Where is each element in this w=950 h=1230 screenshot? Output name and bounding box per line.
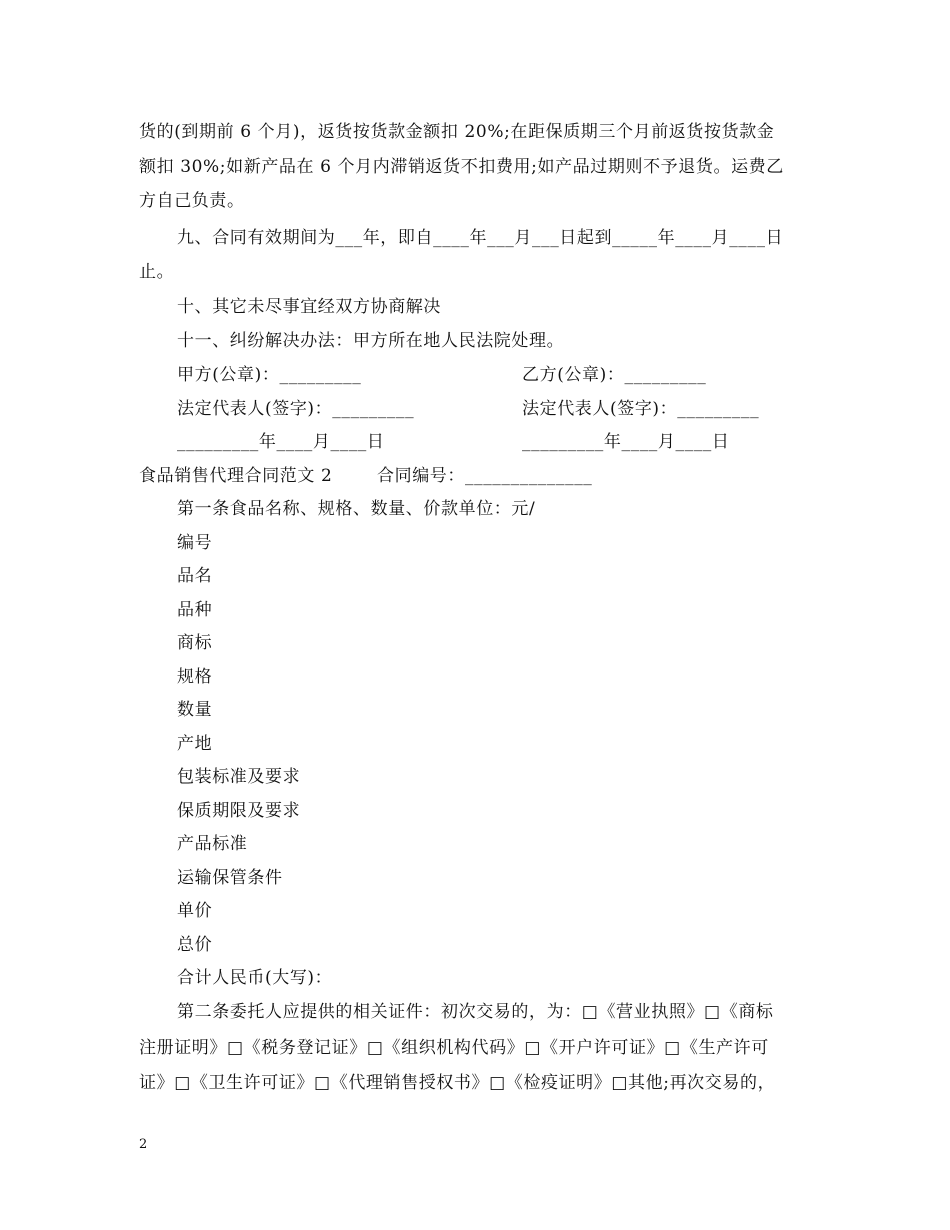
template-2-title: 食品销售代理合同范文 2 [139,466,333,486]
clause-9-line-1: 九、合同有效期间为___年，即自____年___月___日起到_____年____月____日 [177,228,784,248]
field-item: 编号 [177,533,213,553]
clause-10: 十、其它未尽事宜经双方协商解决 [177,297,441,317]
return-terms-line-2: 额扣 30%;如新产品在 6 个月内滞销返货不扣费用;如产品过期则不予退货。运费乙 [139,157,784,177]
field-item: 单价 [177,901,213,921]
article-1-heading: 第一条食品名称、规格、数量、价款单位：元/ [177,499,536,519]
return-terms-line-1: 货的(到期前 6 个月)，返货按货款金额扣 20%;在距保质期三个月前返货按货款金 [139,122,775,142]
clause-11: 十一、纠纷解决办法：甲方所在地人民法院处理。 [177,331,565,351]
field-item: 品种 [177,600,213,620]
article-2-line-3: 证》□《卫生许可证》□《代理销售授权书》□《检疫证明》□其他;再次交易的， [139,1073,776,1093]
field-item: 品名 [177,566,213,586]
field-item: 总价 [177,935,213,955]
field-item: 商标 [177,633,213,653]
article-2-line-1: 第二条委托人应提供的相关证件：初次交易的，为：□《营业执照》□《商标 [177,1002,774,1022]
field-item: 产品标准 [177,834,248,854]
party-a-seal: 甲方(公章)：_________ [177,365,362,385]
field-item: 包装标准及要求 [177,767,301,787]
field-item: 产地 [177,734,213,754]
field-item: 规格 [177,667,213,687]
total-rmb: 合计人民币(大写)： [177,968,333,988]
party-a-representative: 法定代表人(签字)：_________ [177,399,415,419]
clause-9-line-2: 止。 [139,262,175,282]
party-b-seal: 乙方(公章)：_________ [522,365,707,385]
party-b-date: _________年____月____日 [522,432,730,452]
return-terms-line-3: 方自己负责。 [139,191,245,211]
field-item: 数量 [177,700,213,720]
article-2-line-2: 注册证明》□《税务登记证》□《组织机构代码》□《开户许可证》□《生产许可 [139,1038,769,1058]
field-item: 运输保管条件 [177,868,283,888]
field-item: 保质期限及要求 [177,801,301,821]
party-a-date: _________年____月____日 [177,432,385,452]
contract-number: 合同编号：______________ [377,466,593,486]
page-number: 2 [139,1137,148,1152]
party-b-representative: 法定代表人(签字)：_________ [522,399,760,419]
